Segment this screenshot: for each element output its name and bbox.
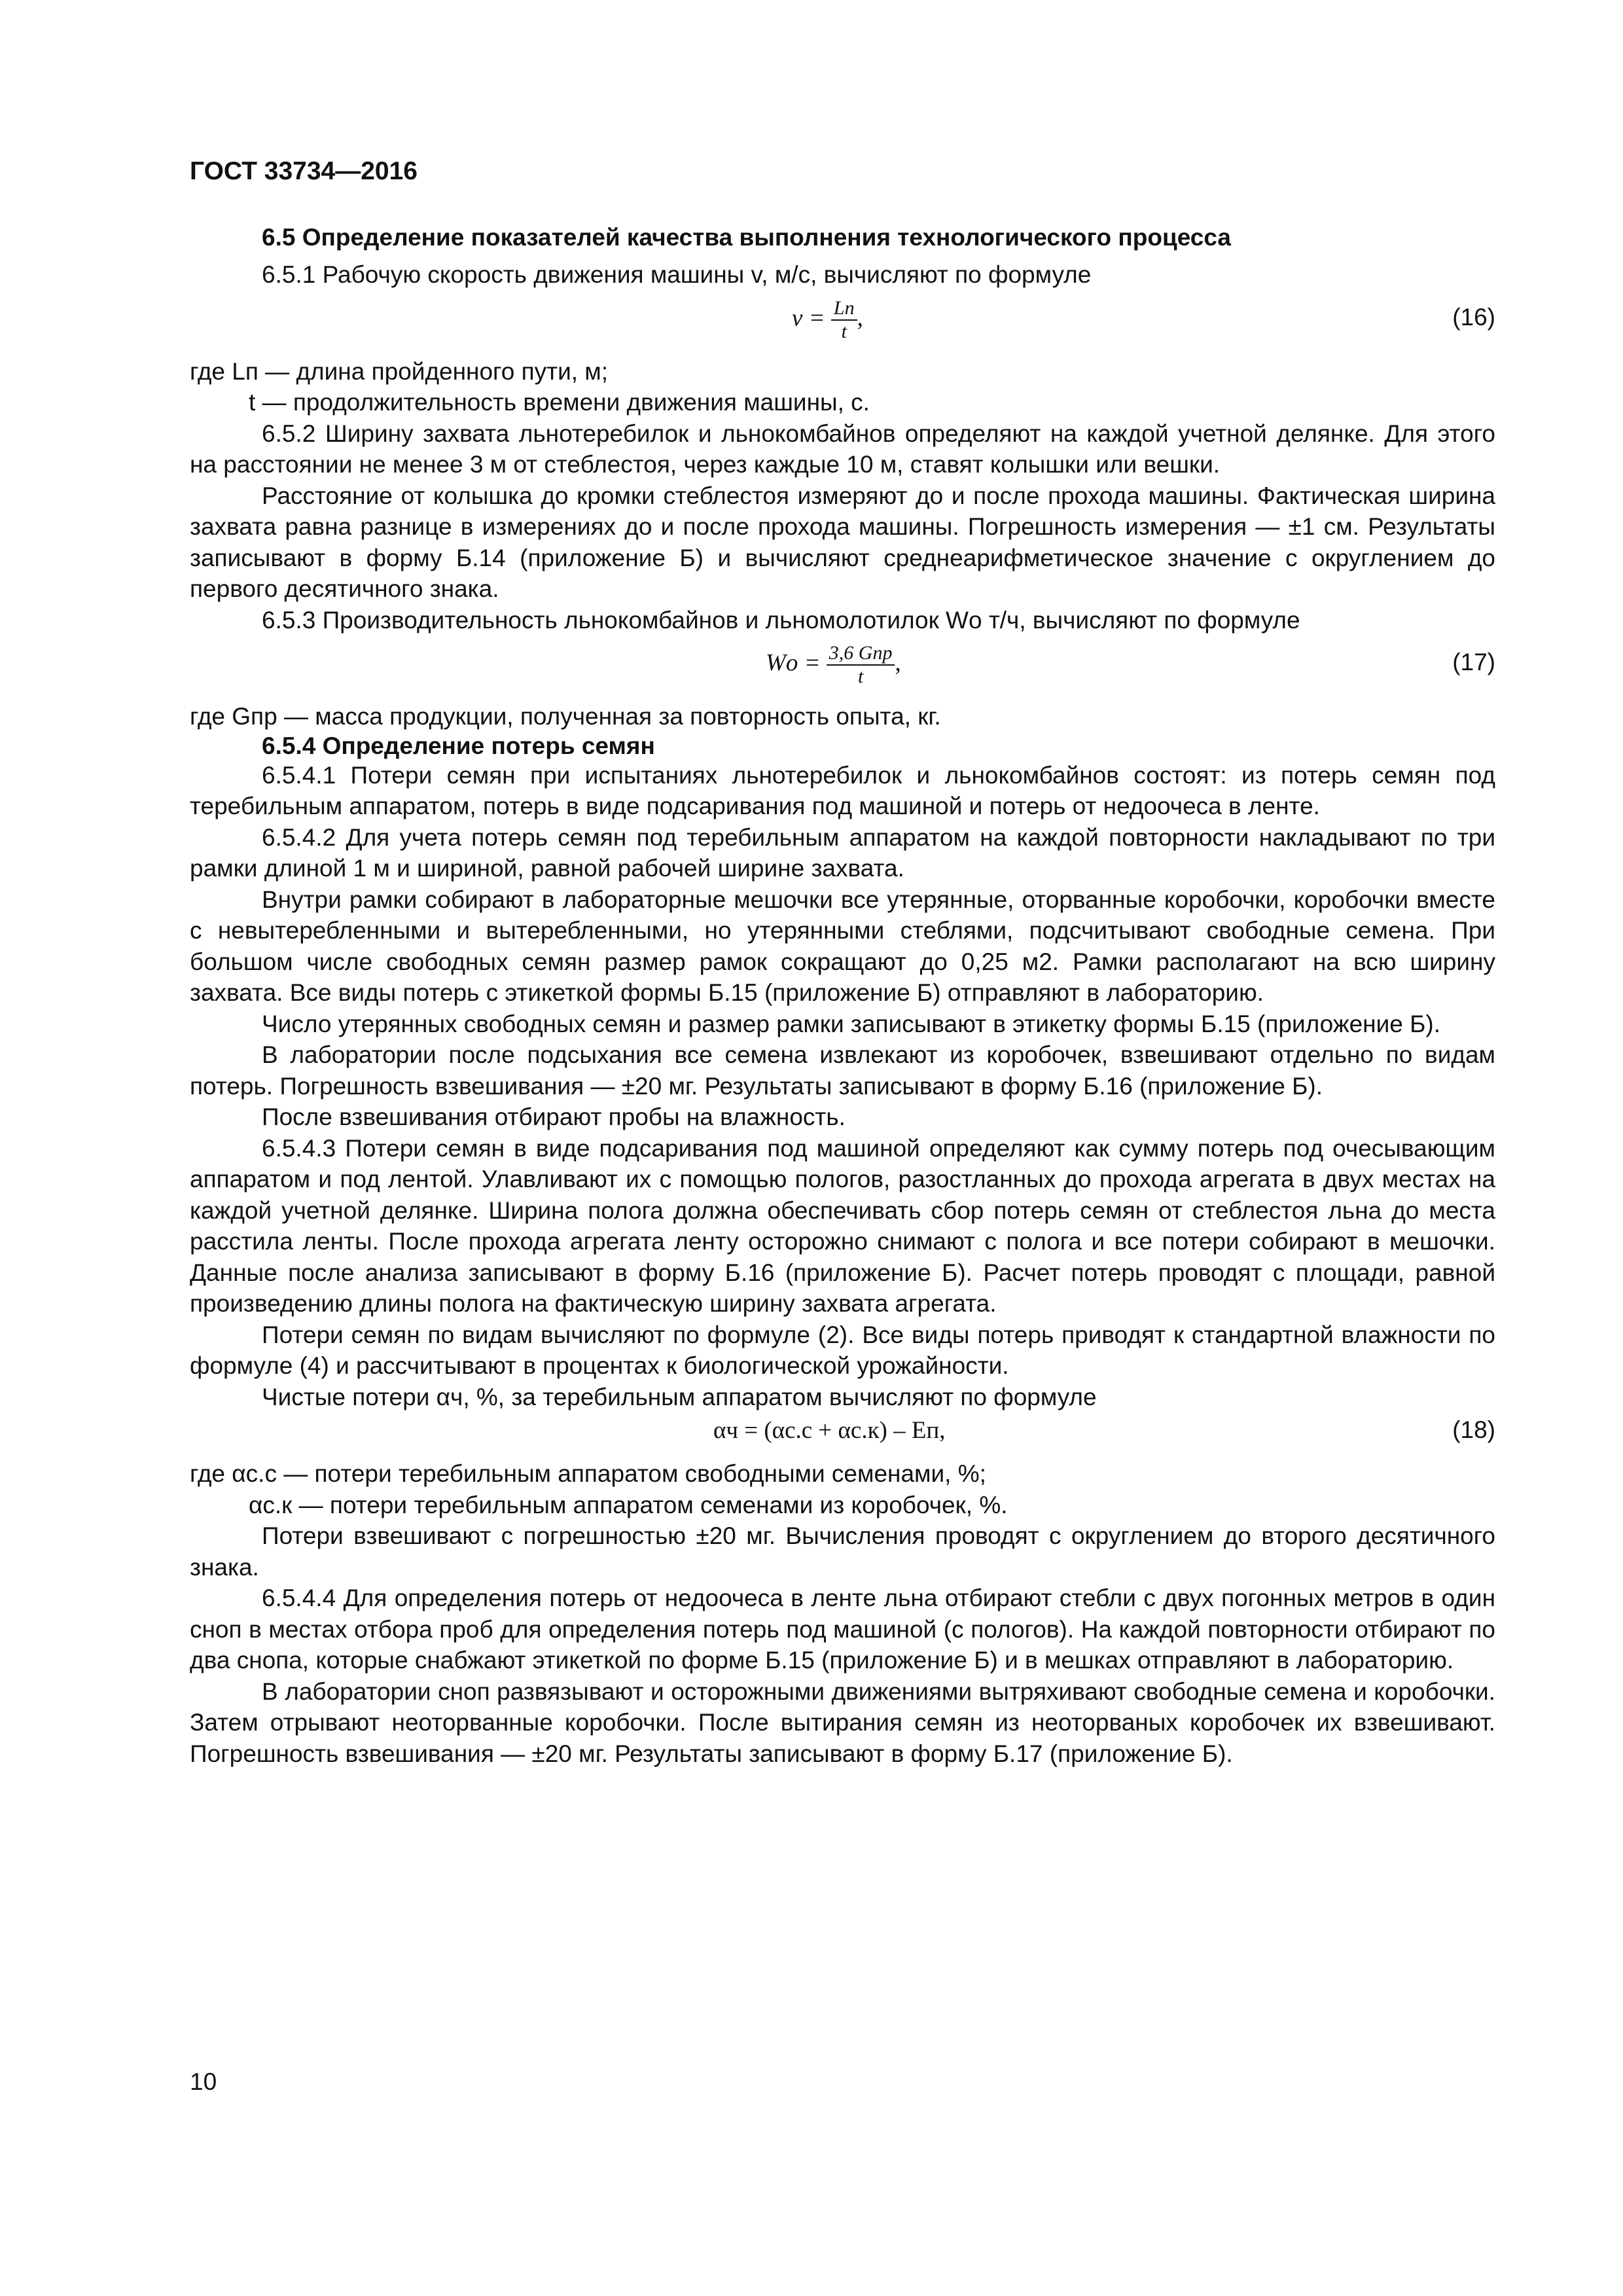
paragraph-6-5-3: 6.5.3 Производительность льнокомбайнов и льномолотилок Wо т/ч, вычисляют по формуле — [262, 606, 1300, 634]
formula-17-denominator: t — [857, 666, 864, 687]
paragraph-sheaf: В лаборатории сноп развязывают и осторожными движениями вытряхивают свободные семена и коробочки. Затем отрывают неоторванные коробочки. После вытирания семян из неоторваных коробочек их взвешивают. Погрешность взвешивания — ±20 мг. Результаты записывают в форму Б.17 (приложение Б). — [190, 1677, 1495, 1767]
where-17: где Gпр — масса продукции, полученная за повторность опыта, кг. — [190, 703, 941, 730]
where-16-line-1: где Lп — длина пройденного пути, м; — [190, 357, 609, 385]
paragraph-frame-collect: Внутри рамки собирают в лабораторные мешочки все утерянные, оторванные коробочки, коробочки вместе с невытеребленными и вытеребленными, но утерянными стеблями, подсчитывают свободные семена. При большом числе свободных семян размер рамок сокращают до 0,25 м2. Рамки располагают на всю ширину захвата. Все виды потерь с этикеткой формы Б.15 (приложение Б) отправляют в лабораторию. — [190, 886, 1495, 1006]
paragraph-6-5-4-3: 6.5.4.3 Потери семян в виде подсаривания под машиной определяют как сумму потерь под очесывающим аппаратом и под лентой. Улавливают их с помощью пологов, разостланных до прохода агрегата в двух местах на каждой учетной делянке. Ширина полога должна обеспечивать сбор потерь семян от стеблестоя льна до места расстила ленты. После прохода агрегата ленту осторожно снимают с полога и все потери собирают в мешочки. Данные после анализа записывают в форму Б.16 (приложение Б). Расчет потерь проводят с площади, равной произведению длины полога на фактическую ширину захвата агрегата. — [190, 1134, 1495, 1317]
formula-16-denominator: t — [841, 320, 847, 342]
formula-17-numerator: 3,6 Gпр — [827, 642, 895, 666]
subsection-title: 6.5.4 Определение потерь семян — [262, 732, 655, 759]
formula-16-tail: , — [857, 304, 863, 331]
formula-16-number: (16) — [1452, 303, 1495, 331]
formula-18-number: (18) — [1452, 1416, 1495, 1443]
where-18-line-2: αс.к — потери теребильным аппаратом семенами из коробочек, %. — [249, 1491, 1008, 1518]
formula-18 — [190, 1412, 1495, 1458]
formula-16-numerator: Lп — [831, 297, 857, 321]
paragraph-6-5-4-1: 6.5.4.1 Потери семян при испытаниях льнотеребилок и льнокомбайнов состоят: из потерь семян под теребильным аппаратом, потерь в виде подсаривания под машиной и потерь от недоочеса в ленте. — [190, 761, 1495, 819]
paragraph-6-5-4-2: 6.5.4.2 Для учета потерь семян под теребильным аппаратом на каждой повторности накладывают по три рамки длиной 1 м и шириной, равной рабочей ширине захвата. — [190, 823, 1495, 882]
formula-18-expression: αч = (αс.с + αс.к) – Eп, — [713, 1417, 946, 1444]
formula-16-lhs: v = — [792, 304, 825, 331]
paragraph-moisture: После взвешивания отбирают пробы на влажность. — [262, 1103, 846, 1130]
paragraph-lab: В лаборатории после подсыхания все семена извлекают из коробочек, взвешивают отдельно по видам потерь. Погрешность взвешивания — ±20 мг. Результаты записывают в форму Б.16 (приложение Б). — [190, 1041, 1495, 1100]
formula-17-lhs: Wо = — [766, 649, 821, 677]
paragraph-loss-types: Потери семян по видам вычисляют по формуле (2). Все виды потерь приводят к стандартной влажности по формуле (4) и рассчитывают в процентах к биологической урожайности. — [190, 1321, 1495, 1379]
where-18-line-1: где αс.с — потери теребильным аппаратом свободными семенами, %; — [190, 1460, 986, 1487]
document-header: ГОСТ 33734—2016 — [190, 157, 418, 185]
document-page — [190, 157, 1495, 1769]
where-16-line-2: t — продолжительность времени движения машины, с. — [249, 389, 870, 416]
paragraph-frame-label: Число утерянных свободных семян и размер рамки записывают в этикетку формы Б.15 (приложение Б). — [262, 1010, 1440, 1037]
section-title: 6.5 Определение показателей качества выполнения технологического процесса — [262, 224, 1231, 251]
formula-17-number: (17) — [1452, 649, 1495, 675]
paragraph-width-measure: Расстояние от колышка до кромки стеблестоя измеряют до и после прохода машины. Фактическая ширина захвата равна разнице в измерениях до и после прохода машины. Погрешность измерения — ±1 см. Результаты записывают в форму Б.14 (приложение Б) и вычисляют среднеарифметическое значение с округлением до первого десятичного знака. — [190, 482, 1495, 602]
formula-17 — [190, 636, 1495, 701]
paragraph-clean-losses: Чистые потери αч, %, за теребильным аппаратом вычисляют по формуле — [262, 1383, 1097, 1410]
paragraph-weighing: Потери взвешивают с погрешностью ±20 мг. Вычисления проводят с округлением до второго десятичного знака. — [190, 1522, 1495, 1581]
page-number: 10 — [190, 2068, 217, 2095]
formula-16 — [190, 291, 1495, 356]
formula-17-tail: , — [895, 649, 901, 677]
paragraph-6-5-4-4: 6.5.4.4 Для определения потерь от недоочеса в ленте льна отбирают стебли с двух погонных метров в один сноп в местах отбора проб для определения потерь под машиной (с пологов). На каждой повторности отбирают по два снопа, которые снабжают этикеткой по форме Б.15 (приложение Б) и в мешках отправляют в лабораторию. — [190, 1585, 1495, 1674]
paragraph-6-5-2: 6.5.2 Ширину захвата льнотеребилок и льнокомбайнов определяют на каждой учетной делянке. Для этого на расстоянии не менее 3 м от стеблестоя, через каждые 10 м, ставят колышки или вешки. — [190, 420, 1495, 478]
paragraph-6-5-1: 6.5.1 Рабочую скорость движения машины v, м/с, вычисляют по формуле — [262, 261, 1092, 288]
